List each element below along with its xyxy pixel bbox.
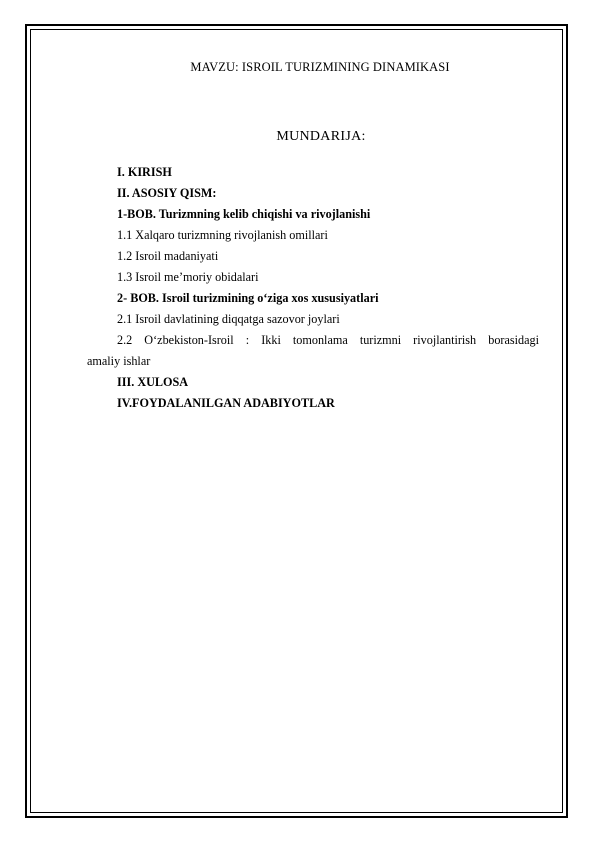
toc-item-conclusion: III. XULOSA — [117, 375, 189, 389]
toc-item-introduction: I. KIRISH — [117, 165, 172, 179]
document-topic: MAVZU: ISROIL TURIZMINING DINAMIKASI — [190, 60, 450, 74]
toc-item-chapter-2: 2- BOB. Isroil turizmining o‘ziga xos xususiyatlari — [117, 291, 379, 305]
toc-item-section-2-2-continued: amaliy ishlar — [87, 354, 151, 368]
toc-item-references: IV.FOYDALANILGAN ADABIYOTLAR — [117, 396, 335, 410]
toc-item-chapter-1: 1-BOB. Turizmning kelib chiqishi va rivojlanishi — [117, 207, 371, 221]
table-of-contents — [87, 162, 539, 414]
toc-item-section-2-2: 2.2 O‘zbekiston-Isroil : Ikki tomonlama turizmni rivojlantirish borasidagi — [117, 333, 539, 347]
toc-item-section-2-1: 2.1 Isroil davlatining diqqatga sazovor joylari — [117, 312, 340, 326]
toc-item-main-part: II. ASOSIY QISM: — [117, 186, 217, 200]
toc-item-section-1-1: 1.1 Xalqaro turizmning rivojlanish omillari — [117, 228, 328, 242]
toc-item-section-1-2: 1.2 Isroil madaniyati — [117, 249, 219, 263]
page-border-inner — [30, 29, 563, 813]
toc-item-section-1-3: 1.3 Isroil me’moriy obidalari — [117, 270, 259, 284]
toc-heading: MUNDARIJA: — [276, 129, 366, 144]
